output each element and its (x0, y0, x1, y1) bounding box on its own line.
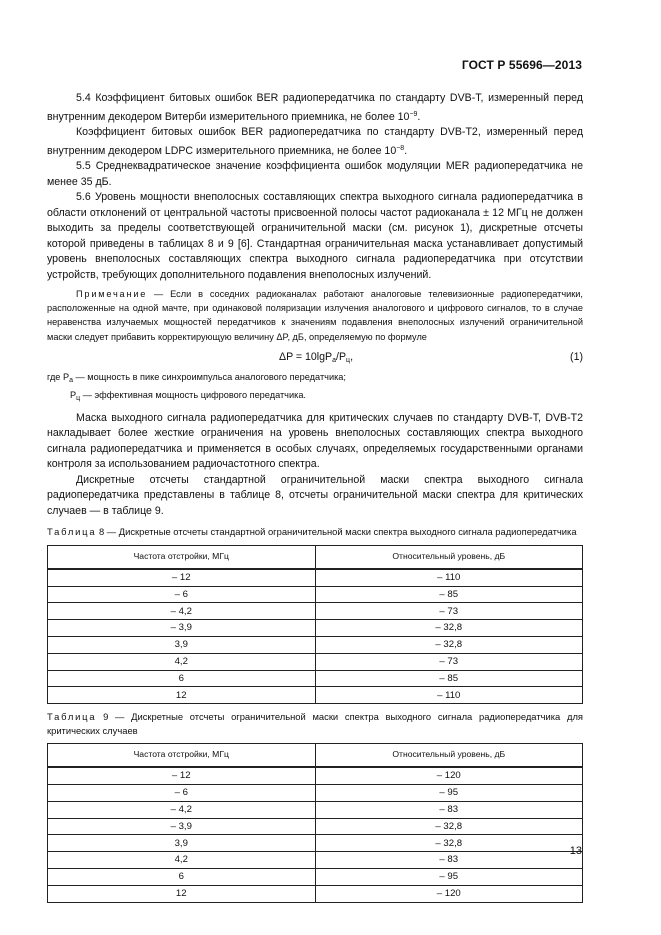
level-cell: – 120 (315, 767, 583, 784)
definition-pc: $P_ц$ — эффективная мощность цифрового передатчика. (70, 390, 306, 403)
frequency-cell: 12 (48, 687, 316, 704)
page-number: 13 (569, 845, 582, 857)
table-row (48, 687, 583, 704)
note: Примечание — Если в соседних радиоканалах работают аналоговые телевизионные радиопередатчики, расположенные на одной мачте, при одинаковой поляризации излучения аналогового и цифрового сигналов, то в случае неравенства излучаемых мощностей передатчиков к значениям подавления внеполосных излучений ограничительной маски следует прибавить корректирующую величину ΔP, дБ, определяемую по формуле (47, 289, 583, 342)
frequency-cell: – 4,2 (48, 801, 316, 818)
frequency-cell: 12 (48, 885, 316, 902)
document-body (47, 91, 583, 909)
table-row (48, 637, 583, 654)
frequency-cell: – 3,9 (48, 818, 316, 835)
frequency-cell: 3,9 (48, 637, 316, 654)
frequency-cell: 4,2 (48, 852, 316, 869)
level-cell: – 120 (315, 885, 583, 902)
table9-caption: Таблица 9 — Дискретные отсчеты ограничительной маски спектра выходного сигнала радиопередатчика для критических случаев (47, 711, 583, 736)
table-row (48, 835, 583, 852)
level-cell: – 32,8 (315, 620, 583, 637)
level-cell: – 83 (315, 852, 583, 869)
level-cell: – 32,8 (315, 835, 583, 852)
table-row (48, 885, 583, 902)
formula-number: (1) (570, 350, 583, 363)
frequency-cell: – 3,9 (48, 620, 316, 637)
level-cell: – 95 (315, 784, 583, 801)
level-cell: – 85 (315, 670, 583, 687)
paragraph-5-4-dvbt: 5.4 Коэффициент битовых ошибок BER радиопередатчика по стандарту DVB-T, измеренный перед внутренним декодером Витерби измерительного приемника, не более $10^{-9}$. (47, 92, 583, 123)
document-header: ГОСТ Р 55696—2013 (461, 58, 582, 72)
paragraph-critical-mask: Маска выходного сигнала радиопередатчика для критических случаев по стандарту DVB-T, DVB-T2 накладывает более жесткие ограничения на уровень внеполосных составляющих спектра выходного сигнала радиопередатчика и применяется в особых случаях, определяемых государственными органами контроля за использованием радиочастотного спектра. (47, 411, 583, 471)
paragraph-5-6: 5.6 Уровень мощности внеполосных составляющих спектра выходного сигнала радиопередатчика в области отклонений от центральной частоты присвоенной полосы частот радиоканала ± 12 МГц не должен выходить за пределы соответствующей ограничительной маски (см. рисунок 1), дискретные отсчеты которой приведены в таблицах 8 и 9 [6]. Стандартная ограничительная маска устанавливает допустимый уровень внеполосных составляющих спектра выходного сигнала радиопередатчика при отсутствии устройств, требующих дополнительного подавления внеполосных излучений. (47, 191, 583, 281)
level-cell: – 110 (315, 687, 583, 704)
level-cell: – 85 (315, 586, 583, 603)
frequency-cell: 6 (48, 868, 316, 885)
table-row (48, 586, 583, 603)
definition-pa: где $P_а$ — мощность в пике синхроимпульса аналогового передатчика; (47, 371, 346, 384)
level-cell: – 110 (315, 569, 583, 586)
frequency-cell: – 12 (48, 767, 316, 784)
frequency-cell: 4,2 (48, 653, 316, 670)
frequency-cell: – 6 (48, 586, 316, 603)
note-label: Примечание (76, 289, 148, 299)
table-row (48, 801, 583, 818)
paragraph-5-4-dvbt2: Коэффициент битовых ошибок BER радиопередатчика по стандарту DVB-T2, измеренный перед внутренним декодером LDPC измерительного приемника, не более $10^{-8}$. (47, 126, 583, 157)
table-row (48, 603, 583, 620)
frequency-cell: 6 (48, 670, 316, 687)
table-row (48, 569, 583, 586)
table8-header-frequency: Частота отстройки, МГц (48, 545, 316, 569)
table-row (48, 818, 583, 835)
level-cell: – 73 (315, 603, 583, 620)
table8-header-level: Относительный уровень, дБ (315, 545, 583, 569)
table-row (48, 868, 583, 885)
paragraph-5-5: 5.5 Среднеквадратическое значение коэффициента ошибок модуляции MER радиопередатчика не менее 35 дБ. (47, 160, 583, 188)
level-cell: – 95 (315, 868, 583, 885)
table9-header-frequency: Частота отстройки, МГц (48, 744, 316, 768)
formula-1 (47, 344, 583, 370)
frequency-cell: 3,9 (48, 835, 316, 852)
level-cell: – 83 (315, 801, 583, 818)
level-cell: – 32,8 (315, 818, 583, 835)
frequency-cell: – 4,2 (48, 603, 316, 620)
table-row (48, 784, 583, 801)
table-row (48, 670, 583, 687)
formula-definitions (47, 370, 583, 407)
paragraph-discrete: Дискретные отсчеты стандартной ограничительной маски спектра выходного сигнала радиопередатчика представлены в таблице 8, отсчеты ограничительной маски спектра для критических случаев — в таблице 9. (47, 473, 583, 517)
table8-caption: Таблица 8 — Дискретные отсчеты стандартной ограничительной маски спектра выходного сигнала радиопередатчика (47, 526, 577, 538)
frequency-cell: – 6 (48, 784, 316, 801)
table8 (47, 545, 583, 704)
level-cell: – 73 (315, 653, 583, 670)
table-row (48, 653, 583, 670)
table9-header-level: Относительный уровень, дБ (315, 744, 583, 768)
table-row (48, 620, 583, 637)
formula-expression: $\Delta P = 10\lg P_а/P_ц$, (279, 350, 354, 364)
table-row (48, 767, 583, 784)
table9 (47, 743, 583, 902)
table-row (48, 852, 583, 869)
level-cell: – 32,8 (315, 637, 583, 654)
frequency-cell: – 12 (48, 569, 316, 586)
